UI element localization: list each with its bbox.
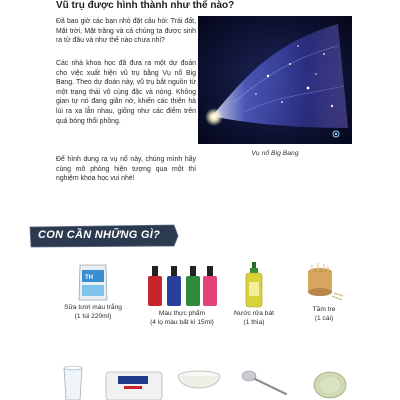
svg-text:TH: TH bbox=[85, 275, 93, 281]
material-name: Tăm tre bbox=[312, 306, 336, 313]
plate-icon bbox=[312, 370, 348, 400]
image-caption: Vụ nổ Big Bang bbox=[251, 150, 299, 157]
material-milk bbox=[50, 262, 136, 321]
spoon-icon bbox=[240, 368, 290, 400]
cotton-pads-icon bbox=[104, 368, 164, 400]
section-banner bbox=[28, 224, 180, 248]
material-qty: (1 thìa) bbox=[243, 318, 265, 326]
dish-soap-icon bbox=[243, 262, 265, 308]
banner-title: CON CẦN NHỮNG GÌ? bbox=[38, 229, 161, 241]
toothpicks-icon bbox=[304, 262, 344, 302]
material-qty: (1 cái) bbox=[314, 314, 334, 322]
bowl-icon bbox=[176, 370, 222, 400]
milk-bag-icon bbox=[76, 262, 110, 302]
big-bang-graphic bbox=[198, 16, 352, 144]
experiment-paragraph: Để hình dung ra vụ nổ này, chúng mình hãy cùng mô phỏng hiện tượng qua một thí nghiệm khoa học vui nhé! bbox=[56, 156, 196, 183]
material-toothpicks bbox=[296, 262, 352, 323]
material-name: Nước rửa bát bbox=[234, 310, 274, 317]
material-qty: (4 lọ màu bất kì 15ml) bbox=[150, 318, 214, 326]
material-qty: (1 túi 220ml) bbox=[74, 312, 112, 320]
glass-icon bbox=[62, 364, 84, 400]
material-food-coloring bbox=[130, 262, 234, 327]
intro-paragraph: Đã bao giờ các bạn nhỏ đặt câu hỏi: Trái đất, Mặt trời, Mặt trăng và cả chúng ta được sinh ra từ đâu và như thế nào chưa nhỉ? bbox=[56, 18, 196, 45]
big-bang-illustration bbox=[198, 16, 352, 144]
material-name: Màu thực phẩm bbox=[158, 310, 206, 317]
material-name: Sữa tươi màu trắng bbox=[64, 304, 122, 311]
bigbang-paragraph: Các nhà khoa học đã đưa ra một dự đoán cho việc xuất hiện vũ trụ bằng Vụ nổ Big Bang. Theo dự đoán này, vũ trụ bắt nguồn từ một trạng thái vô cùng đặc và nóng. Không gian tự nó đang giãn nở, khiến các thiên hà lùi ra xa lẫn nhau, giống như các điểm trên quả bóng thổi phồng. bbox=[56, 60, 196, 125]
material-dish-soap bbox=[224, 262, 284, 327]
food-coloring-bottles-icon bbox=[144, 262, 220, 308]
page-heading: Vũ trụ được hình thành như thế nào? bbox=[56, 0, 235, 11]
